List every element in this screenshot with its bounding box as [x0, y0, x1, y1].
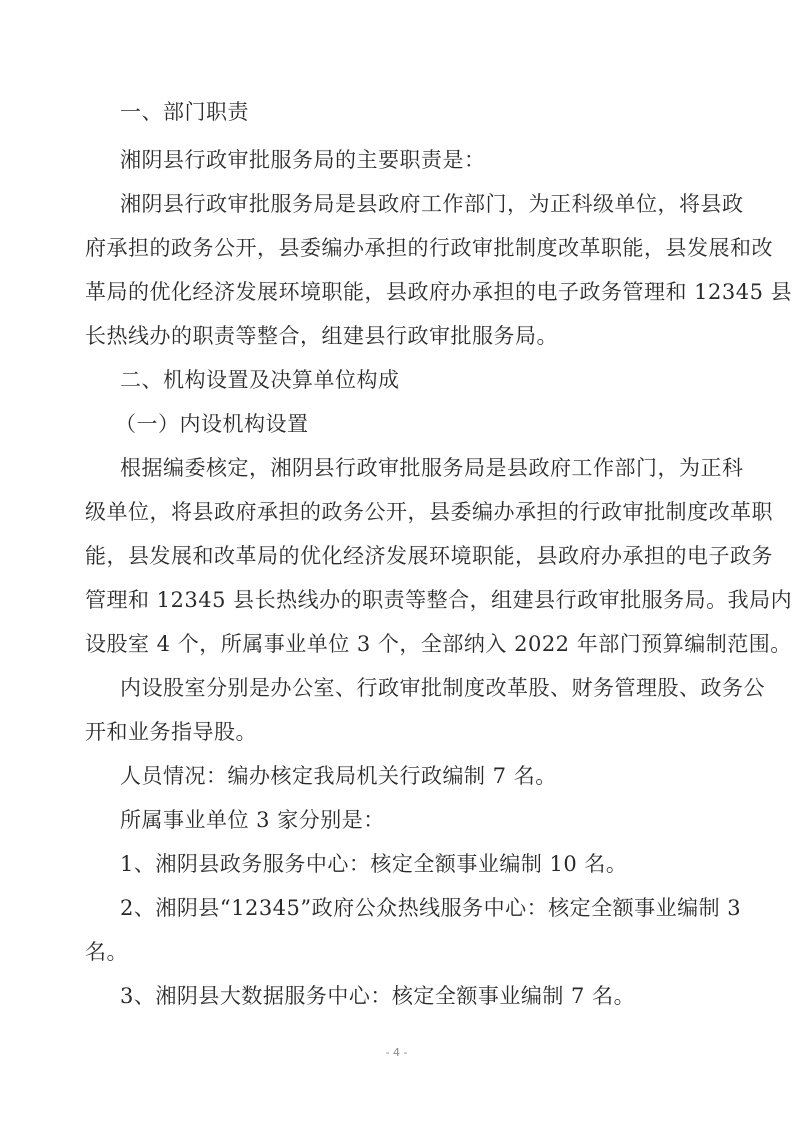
paragraph-line: 能，县发展和改革局的优化经济发展环境职能，县政府办承担的电子政务 — [85, 544, 773, 568]
subsection-heading: （一）内设机构设置 — [115, 412, 309, 436]
paragraph-line: 湘阴县行政审批服务局的主要职责是： — [120, 148, 486, 172]
list-item: 1、湘阴县政务服务中心：核定全额事业编制 10 名。 — [120, 852, 628, 876]
list-item: 3、湘阴县大数据服务中心：核定全额事业编制 7 名。 — [120, 984, 636, 1008]
section-heading-structure: 二、机构设置及决算单位构成 — [120, 368, 400, 392]
section-heading-duties: 一、部门职责 — [120, 100, 249, 124]
paragraph-line: 所属事业单位 3 家分别是： — [120, 808, 385, 832]
paragraph-line: 内设股室分别是办公室、行政审批制度改革股、财务管理股、政务公 — [120, 676, 765, 700]
paragraph-line: 革局的优化经济发展环境职能，县政府办承担的电子政务管理和 12345 县 — [85, 280, 793, 304]
paragraph-line: 管理和 12345 县长热线办的职责等整合，组建县行政审批服务局。我局内 — [85, 588, 793, 612]
page-number: - 4 - — [385, 1046, 408, 1059]
paragraph-line: 长热线办的职责等整合，组建县行政审批服务局。 — [85, 324, 558, 348]
paragraph-line: 根据编委核定，湘阴县行政审批服务局是县政府工作部门，为正科 — [120, 456, 744, 480]
list-item: 2、湘阴县“12345”政府公众热线服务中心：核定全额事业编制 3 — [120, 896, 742, 920]
paragraph-line: 人员情况：编办核定我局机关行政编制 7 名。 — [120, 764, 557, 788]
paragraph-line: 湘阴县行政审批服务局是县政府工作部门，为正科级单位，将县政 — [120, 192, 744, 216]
list-item-continuation: 名。 — [85, 940, 128, 964]
paragraph-line: 府承担的政务公开，县委编办承担的行政审批制度改革职能，县发展和改 — [85, 236, 773, 260]
paragraph-line: 级单位，将县政府承担的政务公开，县委编办承担的行政审批制度改革职 — [85, 500, 773, 524]
paragraph-line: 开和业务指导股。 — [85, 720, 257, 744]
paragraph-line: 设股室 4 个，所属事业单位 3 个，全部纳入 2022 年部门预算编制范围。 — [85, 632, 792, 656]
